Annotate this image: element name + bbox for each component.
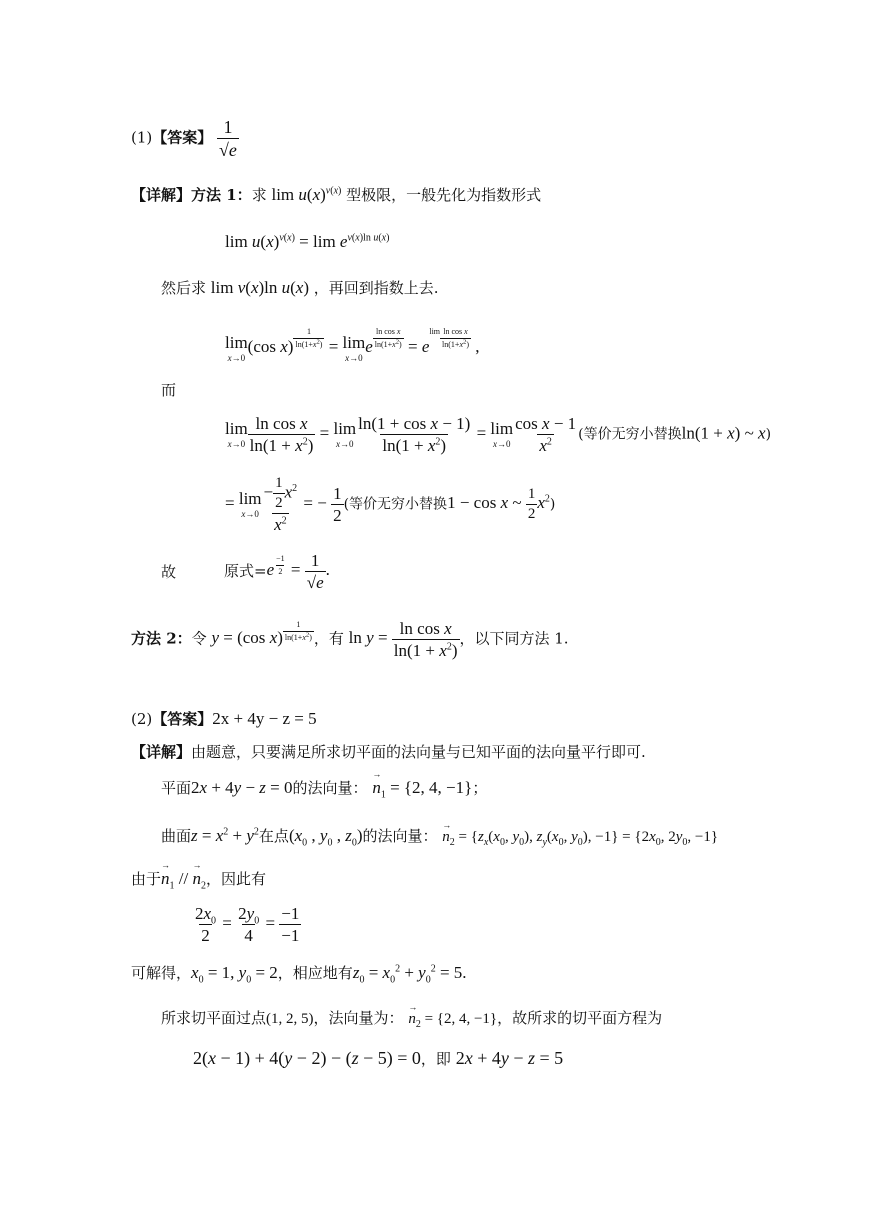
then-line: 然后求 lim v(x)ln u(x) ，再回到指数上去. [161,278,439,297]
formula-y-def: y = (cos x) $\frac{1}{\ln(1+x^2)}$ [211,620,312,648]
answer-2-value: 2x + 4y − z = 5 [212,709,317,728]
method-2-label: 方法 2： [131,629,192,648]
formula-equiv-1: lim x→0 $\frac{\text{ln cos x}}{\ln(1 + x^2)}$ = lim x→0 $\frac{\text{ln(1 + cos x − 1)}}{\ln(1 + x^2)}$ = lim x→0 $\frac{\text{cos x − 1}}{x^2}$ (等价无穷小替换ln(1 + x) ~ x) [225,414,772,455]
answer-1-fraction: $\frac{1}{√e}$ [219,117,237,160]
final-equation: 2(x − 1) + 4(y − 2) − (z − 5) = 0，即 2x + 4y − z = 5 [193,1048,564,1068]
formula-lim-vlnu: lim v(x)ln u(x) [210,278,310,297]
detail-method1-line: 【详解】方法 1：求 $\lim u(x)^{v(x)}$ 型极限，一般先化为指数形式 [131,185,542,204]
formula-exp-form: $\lim u(x)^{v(x)} = \lim e^{v(x)ln u(x)}$ [225,232,390,251]
answer-1-line [131,118,239,159]
formula-ln-y: ln y = $\frac{\text{ln cos x}}{\ln(1 + x^2)}$ [348,619,458,660]
method2-line: 方法 2：令 y = (cos x) $\frac{1}{\ln(1+x^2)}$ ，有 ln y = $\frac{\text{ln cos x}}{\ln(1 + x^2)}$ ，以下同方法 1. [131,619,569,660]
plane-normal-line: 平面2x + 4y − z = 0的法向量： → $n_1 = \{2$, 4, −1}； [161,779,487,796]
final-line: 所求切平面过点(1, 2, 5)，法向量为： → $n_2 = \{2$, 4, −1}，故所求的切平面方程为 [161,1011,662,1027]
surface-normal-line: 曲面$z = x^2 + y^2$在点($x_0$ , $y_0$ , $z_0$)的法向量： → $n_2 = \{z_x(x_0$, $y_0$), $z_y(x_0$, $y_0$), $-1\} = \{2x_0$, $2y_0$, −1} [161,827,718,845]
since-line: 由于→ $n_1$ // → $n_2$，因此有 [131,870,266,887]
formula-equiv-2: = lim x→0 − $\frac{1}{2}$ $x^2$ $x^2$ = − $\frac{1}{2}$ (等价无穷小替换1 − cos x ~ $\frac{1}{2}$ $x^2$) [225,475,556,534]
part-number: (1) [131,128,153,147]
formula-limit-cos: lim x→0 (cos x) $\frac{1}{\ln(1+x^2)}$ = lim x→0 e $\frac{\text{ln cos x}}{\ln(1+x^2)}$ = $e^{lim}$ $\frac{\text{ln cos x}}{\ln(1+x^2)}$ , [225,327,480,363]
answer-tag: 【答案】 [152,128,213,147]
formula-ratio: $\frac{2x_0}{2}$ = $\frac{2y_0}{4}$ = $\frac{-1}{-1}$ [195,904,300,945]
answer-tag: 【答案】 [152,710,213,728]
formula-lim-uv: $\lim u(x)^{v(x)}$ [271,185,342,204]
part-number: (2) [131,710,153,728]
word-gu: 故 [161,563,177,581]
formula-result: 原式=e $\frac{-1}{2}$ = $\frac{1}{√e}$ . [224,551,330,592]
word-er: 而 [161,381,177,399]
solve-line: 可解得，$x_0 = 1$, $y_0 = 2$，相应地有$z_0 = x_0^2 + y_0^2 = 5$. [131,963,467,986]
detail-tag: 【详解】 [131,186,192,204]
method-1-label: 方法 1： [191,186,252,204]
answer-2-line [131,710,317,727]
detail-tag: 【详解】 [131,743,192,761]
detail-2-line: 【详解】由题意，只要满足所求切平面的法向量与已知平面的法向量平行即可. [131,743,646,761]
